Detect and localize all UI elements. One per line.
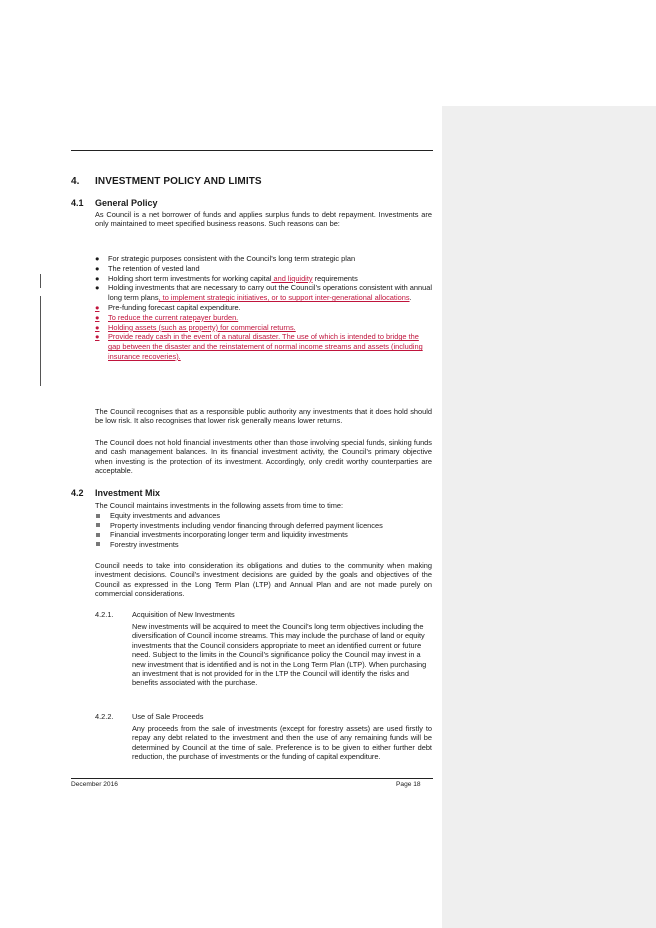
investment-mix-para: Council needs to take into consideration its obligations and duties to the community when making investment decisions. Council’s investment decisions are guided by the goals and objectives of the Council as expressed in the Long Term Plan (LTP) and Annual Plan and are not made purely on commercial considerations. [95,561,432,599]
square-bullet-icon [96,542,100,546]
list-item: Forestry investments [95,540,432,550]
subsection-number: 4.1 [71,198,84,208]
investment-mix-intro: The Council maintains investments in the following assets from time to time: [95,501,344,510]
sub-title: Acquisition of New Investments [132,610,235,619]
tracked-insertion: , to implement strategic initiatives, or to support inter-generational allocations [158,293,410,303]
subsection-number: 4.2 [71,488,84,498]
bullet-icon: ● [95,332,100,342]
tracked-insertion: and liquidity [271,273,313,283]
change-bar [40,274,41,288]
section-title: INVESTMENT POLICY AND LIMITS [95,176,262,187]
tracked-insertion: To reduce the current ratepayer burden. [108,312,239,322]
sub-number: 4.2.2. [95,712,114,721]
footer-page-number: Page 18 [396,781,421,788]
bullet-icon: ● [95,322,100,332]
subsection-heading-general-policy [71,198,158,208]
list-item: Equity investments and advances [95,511,432,521]
square-bullet-icon [96,533,100,537]
change-bar [40,296,41,386]
sub-number: 4.2.1. [95,610,114,619]
general-policy-intro: As Council is a net borrower of funds and applies surplus funds to debt repayment. Investments are only maintained to meet specified business reasons. Such reasons can be: [95,210,432,229]
investment-mix-list [95,511,432,549]
list-item: ● Holding short term investments for working capital and liquidity requirements [95,273,358,283]
square-bullet-icon [96,523,100,527]
general-policy-para-3: The Council does not hold financial investments other than those involving special funds, sinking funds and cash management balances. In its financial investment activity, the Council’s primary objective when investing is the protection of its investment. Accordingly, only credit worthy counterparties are acceptable. [95,438,432,476]
square-bullet-icon [96,514,100,518]
sub-heading-acquisition [95,610,235,619]
list-item [95,332,432,361]
list-item: ● The retention of vested land [95,263,200,273]
list-item: ● Pre-funding forecast capital expenditure. [95,302,241,312]
sale-proceeds-body: Any proceeds from the sale of investments (except for forestry assets) are used firstly to repay any debt related to the investment and then the use of any remaining funds will be determined by Council at the time of sale. Preference is to be given to either further debt reduction, the purchase of investments or the funding of capital expenditure. [132,724,432,762]
bullet-icon: ● [95,283,100,293]
list-item: ● Holding investments that are necessary to carry out the Council’s operations consistent with annual long term plans, to implement strategic initiatives, or to support inter-generational allocations. [95,283,432,303]
list-item: Property investments including vendor financing through deferred payment licences [95,521,432,531]
subsection-heading-investment-mix [71,488,160,498]
section-heading [71,176,262,187]
tracked-insertion: Provide ready cash in the event of a natural disaster. The use of which is intended to bridge the gap between the disaster and the reinstatement of normal income streams and assets (including insurance recoveries). [108,332,423,361]
bullet-icon: ● [95,263,100,273]
bullet-icon: ● [95,302,100,312]
footer-date: December 2016 [71,781,118,788]
general-policy-para-2: The Council recognises that as a responsible public authority any investments that it does hold should be low risk. It also recognises that lower risk generally means lower returns. [95,407,432,426]
tracked-insertion: Holding assets (such as property) for commercial returns. [108,322,296,332]
subsection-title: Investment Mix [95,488,161,498]
footer-rule [71,778,433,779]
list-item: Financial investments incorporating longer term and liquidity investments [95,530,432,540]
bullet-icon: ● [95,273,100,283]
list-item [95,323,432,333]
list-item [95,313,432,323]
section-number: 4. [71,176,80,187]
sub-title: Use of Sale Proceeds [132,712,204,721]
header-rule [71,150,433,151]
comment-pane [442,106,656,928]
general-policy-bullets [95,254,432,362]
acquisition-body: New investments will be acquired to meet the Council’s long term objectives including the diversification of Council income streams. This may include the purchase of land or equity investments that the Council considers appropriate to meet an identified current or future need. Subject to the limits in the Council’s significance policy the Council may invest in a new investment that is identified and is not in the Long Term Plan (LTP). When purchasing an investment that is not provided for in the LTP the Council will identify the risks and benefits associated with the purchase. [132,622,427,688]
bullet-icon: ● [95,254,100,263]
list-item: ● For strategic purposes consistent with the Council’s long term strategic plan [95,254,356,263]
bullet-icon: ● [95,312,100,322]
sub-heading-sale-proceeds [95,712,203,721]
subsection-title: General Policy [95,198,158,208]
